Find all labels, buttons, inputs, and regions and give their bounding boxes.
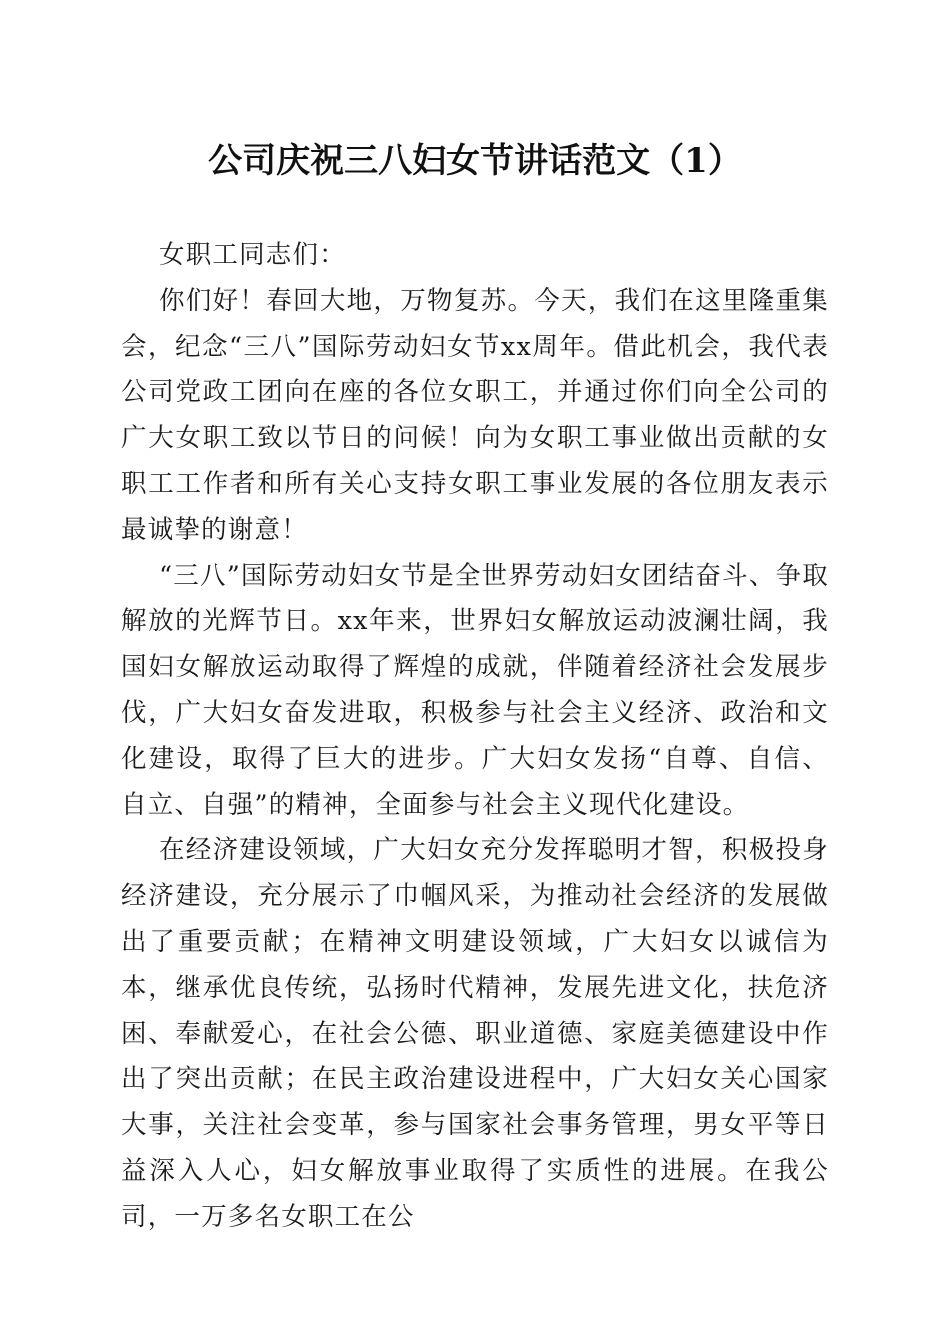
salutation: 女职工同志们： bbox=[159, 240, 346, 270]
paragraph-2: “三八”国际劳动妇女节是全世界劳动妇女团结奋斗、争取解放的光辉节日。xx年来，世界妇女解放运动波澜壮阔，我国妇女解放运动取得了辉煌的成就，伴随着经济社会发展步伐，广大妇女奋发进取，积极参与社会主义经济、政治和文化建设，取得了巨大的进步。广大妇女发扬“自尊、自信、自立、自强”的精神，全面参与社会主义现代化建设。 bbox=[121, 560, 829, 820]
document-body bbox=[121, 233, 829, 1241]
paragraph-3: 在经济建设领域，广大妇女充分发挥聪明才智，积极投身经济建设，充分展示了巾帼风采，为推动社会经济的发展做出了重要贡献；在精神文明建设领域，广大妇女以诚信为本，继承优良传统，弘扬时代精神，发展先进文化，扶危济困、奉献爱心，在社会公德、职业道德、家庭美德建设中作出了突出贡献；在民主政治建设进程中，广大妇女关心国家大事，关注社会变革，参与国家社会事务管理，男女平等日益深入人心，妇女解放事业取得了实质性的进展。在我公司，一万多名女职工在公 bbox=[121, 835, 829, 1232]
paragraph-1: 你们好！春回大地，万物复苏。今天，我们在这里隆重集会，纪念“三八”国际劳动妇女节xx周年。借此机会，我代表公司党政工团向在座的各位女职工，并通过你们向全公司的广大女职工致以节日的问候！向为女职工事业做出贡献的女职工工作者和所有关心支持女职工事业发展的各位朋友表示最诚挚的谢意！ bbox=[121, 285, 829, 545]
document-title: 公司庆祝三八妇女节讲话范文（1） bbox=[208, 141, 742, 181]
